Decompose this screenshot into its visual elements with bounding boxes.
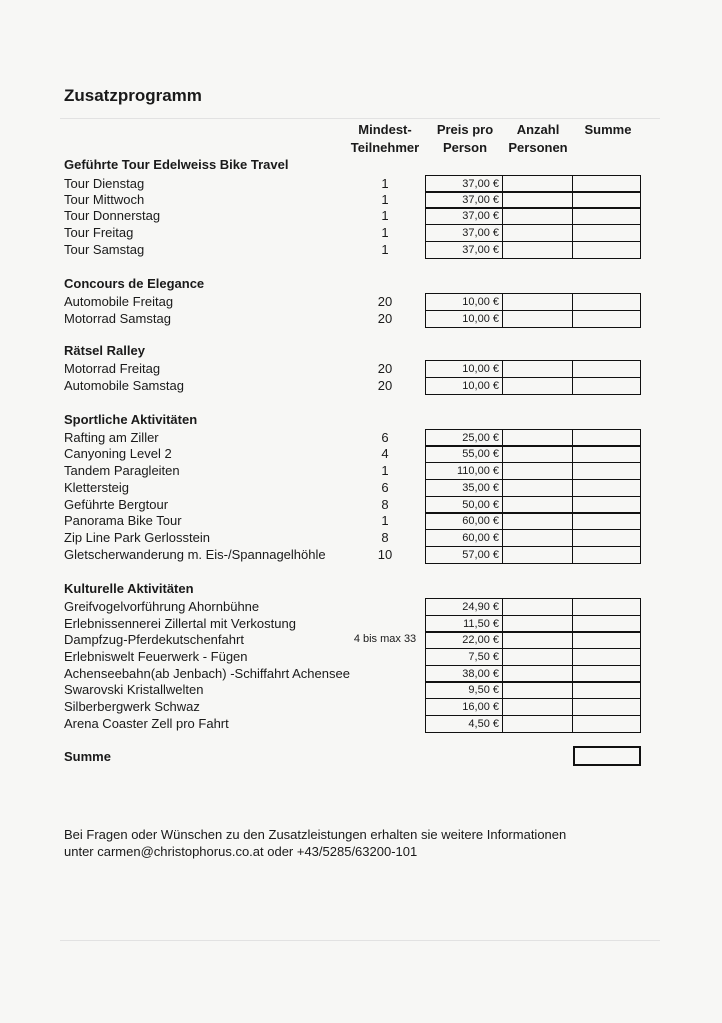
row-cells [425,293,641,311]
row-label: Erlebniswelt Feuerwerk - Fügen [64,649,248,664]
row-min-participants: 1 [381,242,389,257]
sum-cell[interactable] [573,547,640,563]
row-label: Automobile Samstag [64,378,184,393]
row-min-participants: 4 bis max 33 [353,633,417,645]
price-cell: 16,00 € [426,699,503,715]
price-cell: 7,50 € [426,649,503,665]
column-header-sum-label: Summe [584,122,632,137]
row-cells [425,698,641,716]
price-cell: 24,90 € [426,599,503,615]
sum-cell[interactable] [573,480,640,496]
column-header-count-line2: Personen [508,140,568,155]
price-cell: 57,00 € [426,547,503,563]
footer-line-2: unter carmen@christophorus.co.at oder +43/5285/63200-101 [64,844,418,859]
row-label: Tour Samstag [64,242,145,257]
sum-cell[interactable] [573,208,640,224]
row-cells [425,648,641,666]
sum-cell[interactable] [573,176,640,192]
row-label: Klettersteig [64,480,130,495]
row-min-participants: 6 [381,480,389,495]
table-row [0,462,722,479]
table-row [0,715,722,732]
price-cell: 60,00 € [426,513,503,529]
sum-cell[interactable] [573,632,640,648]
row-cells [425,224,641,242]
price-cell: 11,50 € [426,616,503,632]
row-cells [425,377,641,395]
sum-cell[interactable] [573,599,640,615]
count-input-cell[interactable] [503,294,573,310]
row-min-participants: 8 [381,530,389,545]
row-cells [425,529,641,547]
table-row [0,479,722,496]
sum-cell[interactable] [573,682,640,698]
column-header-count-line1: Anzahl [516,122,560,137]
sum-cell[interactable] [573,446,640,462]
table-row [0,698,722,715]
row-label: Achenseebahn(ab Jenbach) -Schiffahrt Achensee [64,666,350,681]
section-title-sport: Sportliche Aktivitäten [64,412,198,427]
row-label: Tour Freitag [64,225,134,240]
show-through-line [60,940,660,941]
count-input-cell[interactable] [503,530,573,546]
price-cell: 37,00 € [426,192,503,208]
count-input-cell[interactable] [503,463,573,479]
row-cells [425,360,641,378]
row-label: Erlebnissennerei Zillertal mit Verkostung [64,616,296,631]
price-cell: 25,00 € [426,430,503,446]
section-title-bike-tour: Geführte Tour Edelweiss Bike Travel [64,157,289,172]
count-input-cell[interactable] [503,192,573,208]
count-input-cell[interactable] [503,480,573,496]
price-cell: 37,00 € [426,208,503,224]
table-row [0,360,722,377]
count-input-cell[interactable] [503,666,573,682]
sum-cell[interactable] [573,463,640,479]
row-cells [425,479,641,497]
sum-cell[interactable] [573,699,640,715]
price-cell: 37,00 € [426,242,503,258]
count-input-cell[interactable] [503,632,573,648]
price-cell: 22,00 € [426,632,503,648]
row-label: Motorrad Samstag [64,311,171,326]
column-header-min-line1: Mindest- [358,122,412,137]
total-sum-field[interactable] [573,746,641,766]
row-min-participants: 1 [381,513,389,528]
table-row [0,310,722,327]
sum-cell[interactable] [573,294,640,310]
sum-cell[interactable] [573,716,640,732]
row-min-participants: 8 [381,497,389,512]
sum-cell[interactable] [573,616,640,632]
row-min-participants: 20 [377,311,393,326]
row-label: Tour Donnerstag [64,208,161,223]
row-cells [425,681,641,699]
row-min-participants: 1 [381,225,389,240]
sum-cell[interactable] [573,225,640,241]
price-cell: 10,00 € [426,378,503,394]
row-label: Motorrad Freitag [64,361,161,376]
table-row [0,529,722,546]
sum-cell[interactable] [573,430,640,446]
row-label: Geführte Bergtour [64,497,169,512]
count-input-cell[interactable] [503,446,573,462]
table-row [0,293,722,310]
total-label: Summe [64,749,111,764]
row-cells [425,631,641,649]
column-header-min [345,121,425,157]
table-row [0,241,722,258]
count-input-cell[interactable] [503,242,573,258]
price-cell: 110,00 € [426,463,503,479]
count-input-cell[interactable] [503,311,573,327]
table-row [0,512,722,529]
row-min-participants: 20 [377,361,393,376]
count-input-cell[interactable] [503,225,573,241]
sum-cell[interactable] [573,649,640,665]
count-input-cell[interactable] [503,378,573,394]
row-min-participants: 1 [381,176,389,191]
column-header-price [427,121,503,157]
show-through-line [60,118,660,119]
count-input-cell[interactable] [503,616,573,632]
row-label: Canyoning Level 2 [64,446,172,461]
section-title-concours: Concours de Elegance [64,276,205,291]
row-label: Silberbergwerk Schwaz [64,699,200,714]
price-cell: 38,00 € [426,666,503,682]
row-cells [425,445,641,463]
footer-line-1: Bei Fragen oder Wünschen zu den Zusatzleistungen erhalten sie weitere Informationen [64,827,567,842]
count-input-cell[interactable] [503,699,573,715]
row-cells [425,715,641,733]
price-cell: 37,00 € [426,176,503,192]
table-row [0,445,722,462]
table-row [0,224,722,241]
row-cells [425,598,641,616]
count-input-cell[interactable] [503,716,573,732]
row-label: Greifvogelvorführung Ahornbühne [64,599,260,614]
price-cell: 60,00 € [426,530,503,546]
count-input-cell[interactable] [503,547,573,563]
row-label: Tandem Paragleiten [64,463,180,478]
row-cells [425,310,641,328]
count-input-cell[interactable] [503,599,573,615]
table-row [0,377,722,394]
row-label: Tour Dienstag [64,176,145,191]
price-cell: 50,00 € [426,497,503,513]
table-row [0,681,722,698]
table-row [0,191,722,208]
sum-cell[interactable] [573,361,640,377]
table-row [0,615,722,632]
footer-note [64,826,566,860]
table-row [0,648,722,665]
sum-cell[interactable] [573,192,640,208]
price-cell: 10,00 € [426,294,503,310]
table-row [0,429,722,446]
sum-cell[interactable] [573,242,640,258]
page-title: Zusatzprogramm [64,86,202,105]
row-min-participants: 20 [377,294,393,309]
row-label: Rafting am Ziller [64,430,159,445]
table-row [0,207,722,224]
table-row [0,175,722,192]
sum-cell[interactable] [573,497,640,513]
row-min-participants: 6 [381,430,389,445]
column-header-sum [574,121,642,139]
row-label: Swarovski Kristallwelten [64,682,204,697]
row-label: Gletscherwanderung m. Eis-/Spannagelhöhle [64,547,326,562]
sum-cell[interactable] [573,378,640,394]
column-header-price-line1: Preis pro [436,122,494,137]
row-label: Zip Line Park Gerlosstein [64,530,210,545]
count-input-cell[interactable] [503,497,573,513]
row-cells [425,512,641,530]
row-min-participants: 1 [381,463,389,478]
sum-cell[interactable] [573,666,640,682]
count-input-cell[interactable] [503,176,573,192]
count-input-cell[interactable] [503,513,573,529]
row-min-participants: 1 [381,192,389,207]
price-cell: 10,00 € [426,311,503,327]
table-row [0,496,722,513]
count-input-cell[interactable] [503,361,573,377]
price-cell: 9,50 € [426,682,503,698]
row-cells [425,241,641,259]
count-input-cell[interactable] [503,430,573,446]
row-min-participants: 10 [377,547,393,562]
table-row [0,631,722,648]
row-cells [425,207,641,225]
column-header-price-line2: Person [442,140,488,155]
row-cells [425,462,641,480]
row-label: Arena Coaster Zell pro Fahrt [64,716,229,731]
price-cell: 35,00 € [426,480,503,496]
row-label: Automobile Freitag [64,294,174,309]
price-cell: 10,00 € [426,361,503,377]
column-header-count [502,121,574,157]
count-input-cell[interactable] [503,208,573,224]
price-cell: 55,00 € [426,446,503,462]
count-input-cell[interactable] [503,649,573,665]
price-cell: 4,50 € [426,716,503,732]
row-label: Panorama Bike Tour [64,513,182,528]
row-label: Dampfzug-Pferdekutschenfahrt [64,632,244,647]
table-row [0,598,722,615]
sum-cell[interactable] [573,311,640,327]
section-title-raetsel: Rätsel Ralley [64,343,145,358]
sum-cell[interactable] [573,530,640,546]
row-min-participants: 1 [381,208,389,223]
row-min-participants: 20 [377,378,393,393]
section-title-kultur: Kulturelle Aktivitäten [64,581,194,596]
row-label: Tour Mittwoch [64,192,145,207]
row-cells [425,546,641,564]
sum-cell[interactable] [573,513,640,529]
column-header-min-line2: Teilnehmer [350,140,420,155]
price-cell: 37,00 € [426,225,503,241]
table-row [0,665,722,682]
row-min-participants: 4 [381,446,389,461]
count-input-cell[interactable] [503,682,573,698]
table-row [0,546,722,563]
